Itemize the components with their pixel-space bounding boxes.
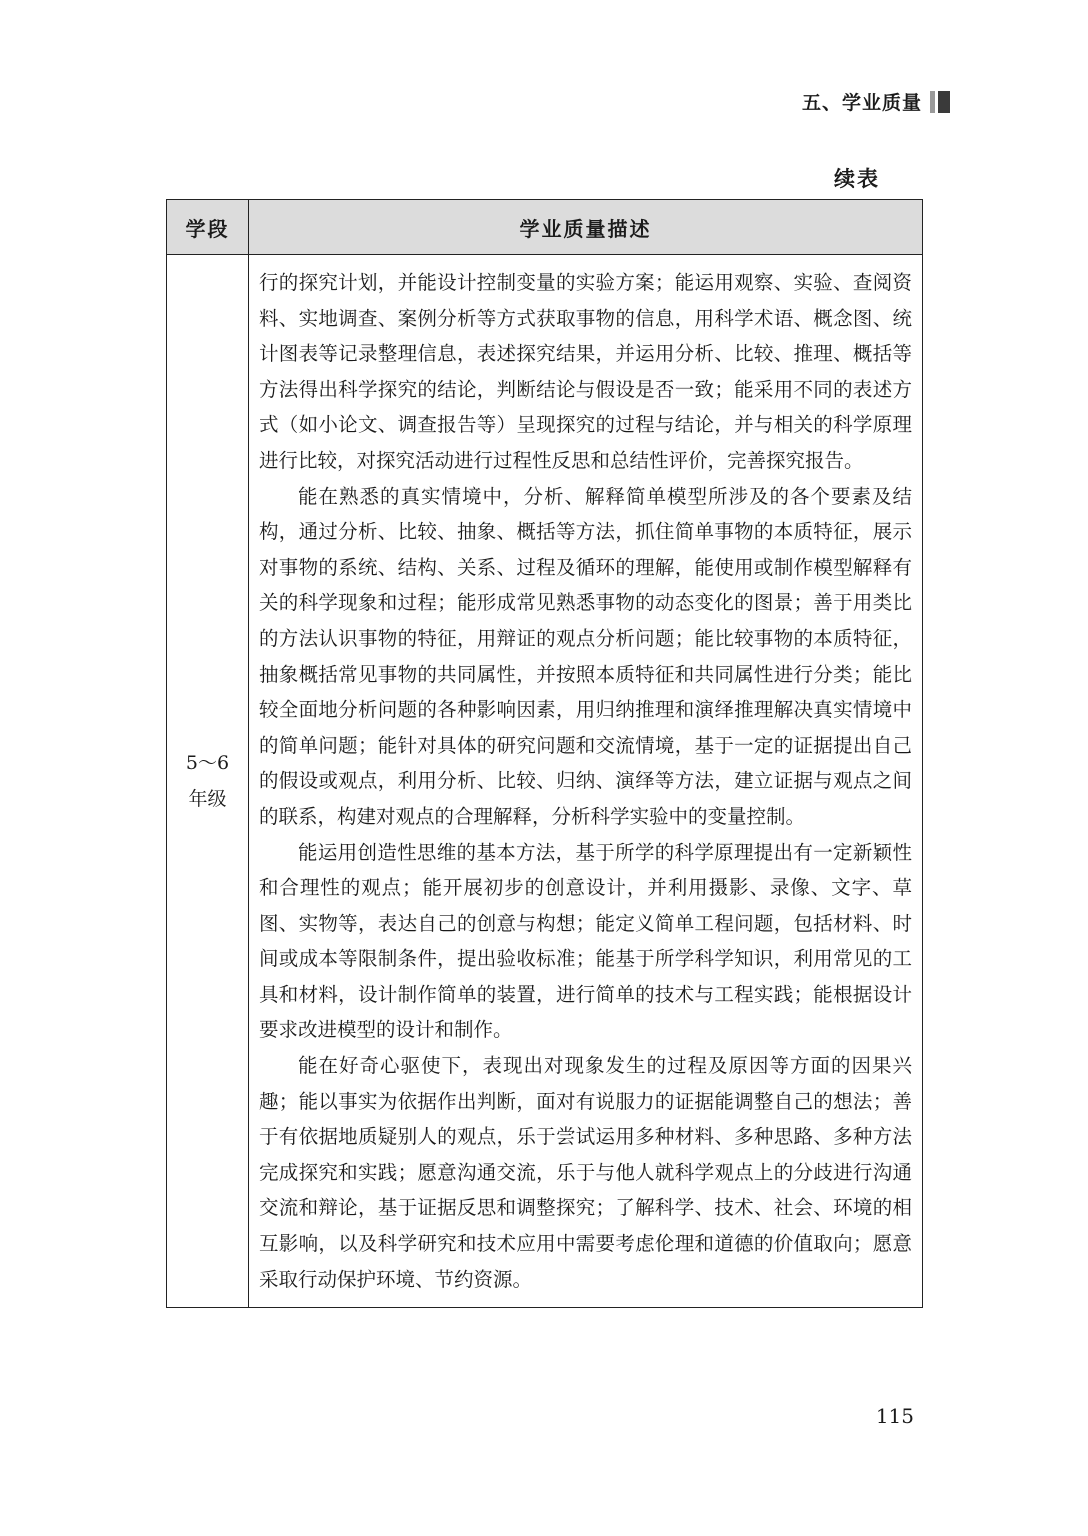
running-title: 五、学业质量: [801, 92, 922, 114]
column-header-description: 学业质量描述: [249, 200, 923, 255]
table-row: [167, 255, 923, 1308]
table-header-row: [167, 200, 923, 255]
stage-cell: [167, 255, 249, 1308]
description-paragraph: 能在熟悉的真实情境中，分析、解释简单模型所涉及的各个要素及结构，通过分析、比较、抽象、概括等方法，抓住简单事物的本质特征，展示对事物的系统、结构、关系、过程及循环的理解，能使用或制作模型解释有关的科学现象和过程；能形成常见熟悉事物的动态变化的图景；善于用类比的方法认识事物的特征，用辩证的观点分析问题；能比较事物的本质特征，抽象概括常见事物的共同属性，并按照本质特征和共同属性进行分类；能比较全面地分析问题的各种影响因素，用归纳推理和演绎推理解决真实情境中的简单问题；能针对具体的研究问题和交流情境，基于一定的证据提出自己的假设或观点，利用分析、比较、归纳、演绎等方法，建立证据与观点之间的联系，构建对观点的合理解释，分析科学实验中的变量控制。: [259, 484, 912, 828]
stage-grade-range: 5～6: [185, 752, 230, 775]
chapter-marker-icon: [930, 91, 950, 113]
description-paragraph: 能在好奇心驱使下，表现出对现象发生的过程及原因等方面的因果兴趣；能以事实为依据作出判断，面对有说服力的证据能调整自己的想法；善于有依据地质疑别人的观点，乐于尝试运用多种材料、多种思路、多种方法完成探究和实践；愿意沟通交流，乐于与他人就科学观点上的分歧进行沟通交流和辩论，基于证据反思和调整探究；了解科学、技术、社会、环境的相互影响，以及科学研究和技术应用中需要考虑伦理和道德的价值取向；愿意采取行动保护环境、节约资源。: [259, 1054, 912, 1291]
running-head: [802, 88, 950, 115]
continued-label: 续表: [834, 167, 880, 191]
description-paragraph: 能运用创造性思维的基本方法，基于所学的科学原理提出有一定新颖性和合理性的观点；能开展初步的创意设计，并利用摄影、录像、文字、草图、实物等，表达自己的创意与构想；能定义简单工程问题，包括材料、时间或成本等限制条件，提出验收标准；能基于所学科学知识，利用常见的工具和材料，设计制作简单的装置，进行简单的技术与工程实践；能根据设计要求改进模型的设计和制作。: [259, 840, 912, 1042]
description-paragraph: 行的探究计划，并能设计控制变量的实验方案；能运用观察、实验、查阅资料、实地调查、案例分析等方式获取事物的信息，用科学术语、概念图、统计图表等记录整理信息，表述探究结果，并运用分析、比较、推理、概括等方法得出科学探究的结论，判断结论与假设是否一致；能采用不同的表述方式（如小论文、调查报告等）呈现探究的过程与结论，并与相关的科学原理进行比较，对探究活动进行过程性反思和总结性评价，完善探究报告。: [259, 271, 912, 472]
description-cell: [249, 255, 923, 1308]
page-number: 115: [875, 1404, 914, 1428]
quality-table: [166, 199, 923, 1308]
column-header-stage: 学段: [167, 200, 249, 255]
stage-grade-label: 年级: [188, 788, 227, 811]
